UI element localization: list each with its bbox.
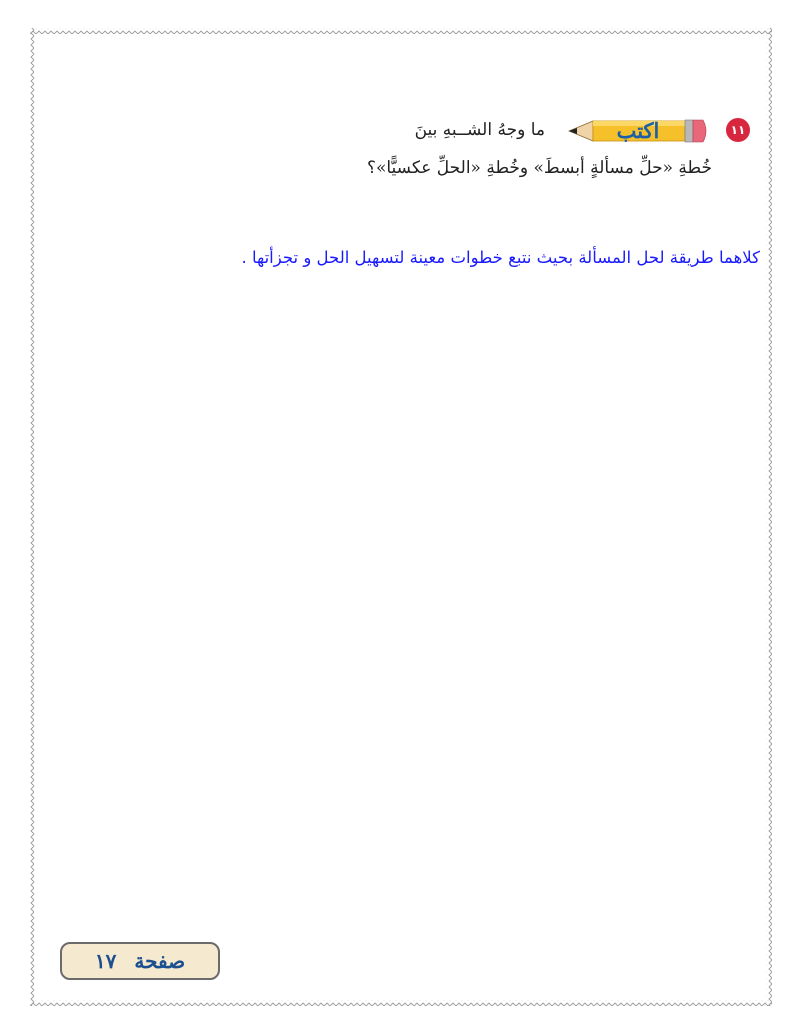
question-line-2: خُطةِ «حلِّ مسألةٍ أبسطَ» وخُطةِ «الحلِّ عكسيًّا»؟: [366, 158, 712, 178]
answer-text: كلاهما طريقة لحل المسألة بحيث نتبع خطوات معينة لتسهيل الحل و تجزأتها .: [241, 248, 760, 267]
question-number-badge: ١١: [726, 118, 750, 142]
write-badge: [567, 116, 712, 146]
page-number-box: [60, 942, 220, 980]
question-line-1: ما وجهُ الشــبهِ بينَ: [414, 120, 545, 140]
question-block: [130, 110, 750, 200]
page-label: صفحة: [134, 949, 186, 973]
write-label: اكتب: [616, 118, 660, 143]
page-number: ١٧: [94, 949, 117, 973]
